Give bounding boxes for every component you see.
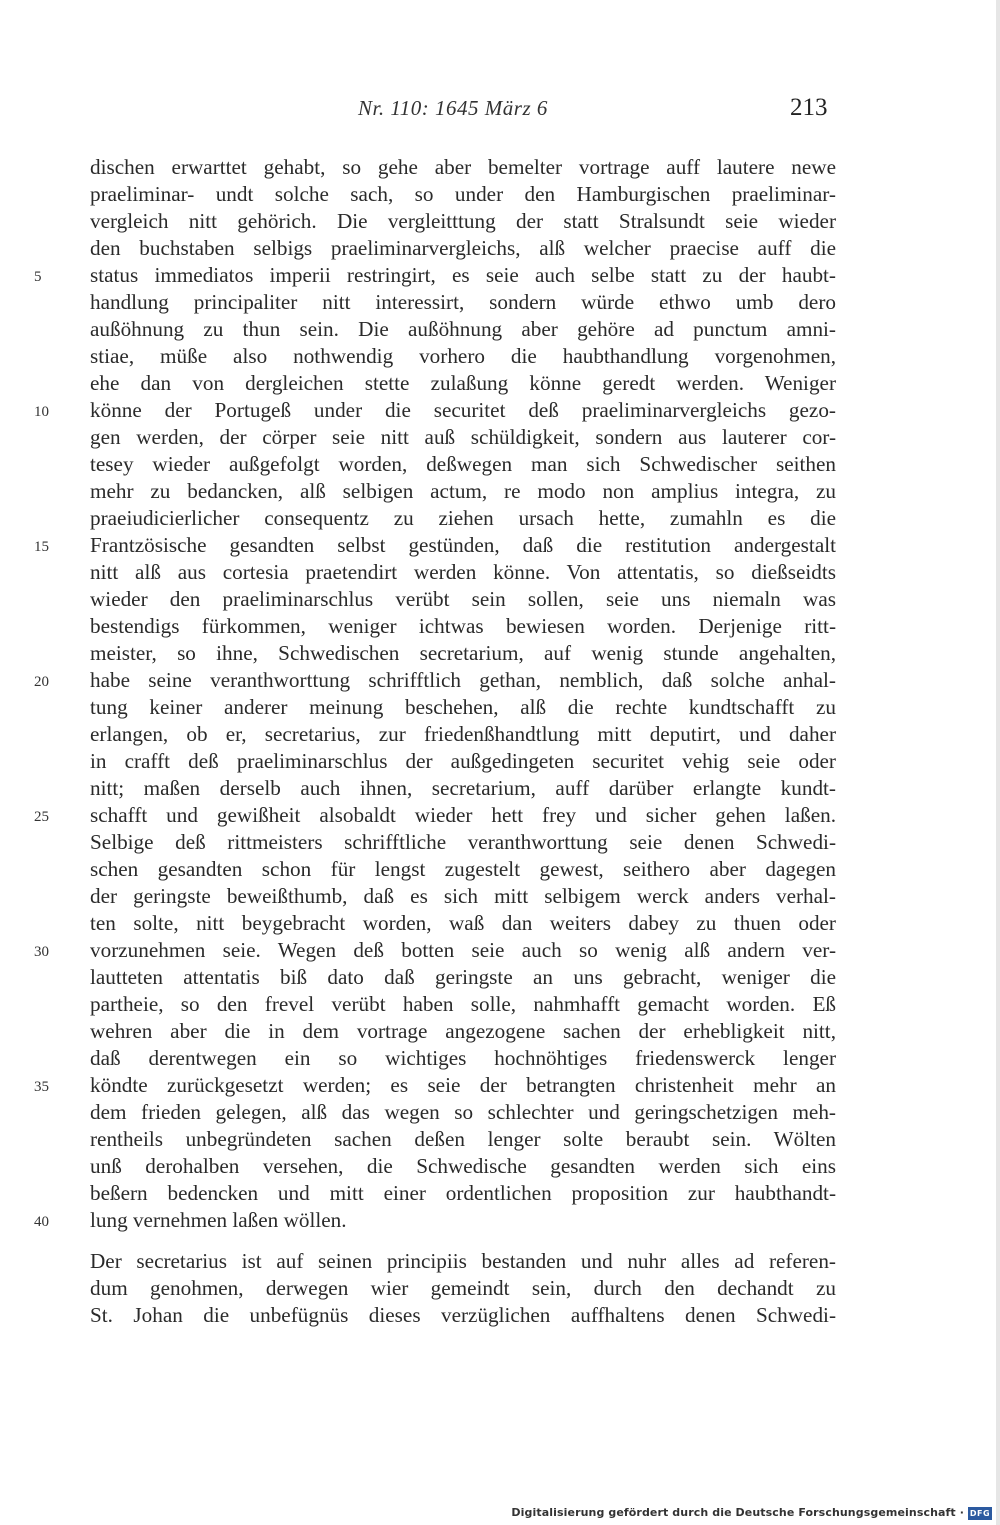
- text-line: [0, 721, 1000, 748]
- text-line: [0, 181, 1000, 208]
- text-line: [0, 235, 1000, 262]
- text-line: [0, 586, 1000, 613]
- line-text: schen gesandten schon für lengst zugestelt gewest, seithero aber dagegen: [90, 857, 836, 881]
- text-line: [0, 262, 1000, 289]
- text-line: [0, 1302, 1000, 1329]
- line-text: mehr zu bedancken, alß selbigen actum, re modo non amplius integra, zu: [90, 479, 836, 503]
- text-line: [0, 883, 1000, 910]
- line-text: der geringste beweißthumb, daß es sich mitt selbigem werck anders verhal-: [90, 884, 836, 908]
- text-line: [0, 1180, 1000, 1207]
- line-text: rentheils unbegründeten sachen deßen lenger solte beraubt sein. Wölten: [90, 1127, 836, 1151]
- line-text: vergleich nitt gehörich. Die vergleitttung der statt Stralsundt seie wieder: [90, 209, 836, 233]
- text-line: [0, 1126, 1000, 1153]
- line-text: in crafft deß praeliminarschlus der außgedingeten securitet vehig seie oder: [90, 749, 836, 773]
- line-text: tesey wieder außgefolgt worden, deßwegen man sich Schwedischer seithen: [90, 452, 836, 476]
- paragraph: [0, 1248, 1000, 1329]
- text-line: [0, 910, 1000, 937]
- text-line: [0, 775, 1000, 802]
- line-text: partheie, so den frevel verübt haben solle, nahmhafft gemacht worden. Eß: [90, 992, 836, 1016]
- line-text: tung keiner anderer meinung beschehen, alß die rechte kundtschafft zu: [90, 695, 836, 719]
- line-text: habe seine veranthworttung schrifftlich gethan, nemblich, daß solche anhal-: [90, 668, 836, 692]
- line-text: schafft und gewißheit alsobaldt wieder hett frey und sicher gehen laßen.: [90, 803, 836, 827]
- text-line: [0, 424, 1000, 451]
- line-text: lautteten attentatis biß dato daß geringste an uns gebracht, weniger die: [90, 965, 836, 989]
- line-number: 10: [34, 404, 49, 420]
- running-title: Nr. 110: 1645 März 6: [358, 96, 548, 120]
- line-number: 40: [34, 1214, 49, 1230]
- text-line: [0, 208, 1000, 235]
- line-text: lung vernehmen laßen wöllen.: [90, 1208, 347, 1232]
- text-line: [0, 316, 1000, 343]
- line-text: daß derentwegen ein so wichtiges hochnöhtiges friedenswerck lenger: [90, 1046, 836, 1070]
- line-text: gen werden, der cörper seie nitt auß schüldigkeit, sondern aus lauterer cor-: [90, 425, 836, 449]
- text-line: [0, 289, 1000, 316]
- line-text: meister, so ihne, Schwedischen secretarium, auf wenig stunde angehalten,: [90, 641, 836, 665]
- dfg-logo: DFG: [969, 1509, 991, 1518]
- text-line: [0, 1072, 1000, 1099]
- running-head: [0, 96, 1000, 126]
- text-line: [0, 802, 1000, 829]
- text-line: [0, 532, 1000, 559]
- text-line: [0, 640, 1000, 667]
- text-line: [0, 991, 1000, 1018]
- text-line: [0, 505, 1000, 532]
- paragraph-gap: [0, 1234, 1000, 1248]
- text-line: [0, 154, 1000, 181]
- text-line: [0, 964, 1000, 991]
- text-line: [0, 478, 1000, 505]
- line-text: beßern bedencken und mitt einer ordentlichen proposition zur haubthandt-: [90, 1181, 836, 1205]
- page-number: 213: [790, 94, 828, 121]
- line-text: Selbige deß rittmeisters schrifftliche veranthworttung seie denen Schwedi-: [90, 830, 836, 854]
- line-text: außöhnung zu thun sein. Die außöhnung aber gehöre ad punctum amni-: [90, 317, 836, 341]
- line-text: vorzunehmen seie. Wegen deß botten seie auch so wenig alß andern ver-: [90, 938, 836, 962]
- line-text: status immediatos imperii restringirt, es seie auch selbe statt zu der haubt-: [90, 263, 836, 287]
- line-text: erlangen, ob er, secretarius, zur friedenßhandtlung mitt deputirt, und daher: [90, 722, 836, 746]
- text-line: [0, 667, 1000, 694]
- line-text: wehren aber die in dem vortrage angezogene sachen der erhebligkeit nitt,: [90, 1019, 836, 1043]
- text-line: [0, 1018, 1000, 1045]
- line-text: Der secretarius ist auf seinen principiis bestanden und nuhr alles ad referen-: [90, 1249, 836, 1273]
- line-text: könne der Portugeß under die securitet deß praeliminarvergleichs gezo-: [90, 398, 836, 422]
- line-number: 20: [34, 674, 49, 690]
- text-line: [0, 559, 1000, 586]
- line-text: köndte zurückgesetzt werden; es seie der betrangten christenheit mehr an: [90, 1073, 836, 1097]
- line-number: 5: [34, 269, 42, 285]
- line-text: Frantzösische gesandten selbst gestünden, daß die restitution andergestalt: [90, 533, 836, 557]
- text-line: [0, 1248, 1000, 1275]
- line-text: dum genohmen, derwegen wier gemeindt sein, durch den dechandt zu: [90, 1276, 836, 1300]
- line-text: den buchstaben selbigs praeliminarvergleichs, alß welcher praecise auff die: [90, 236, 836, 260]
- line-text: nitt; maßen derselb auch ihnen, secretarium, auff darüber erlangte kundt-: [90, 776, 836, 800]
- line-number: 30: [34, 944, 49, 960]
- line-text: praeliminar- undt solche sach, so under den Hamburgischen praeliminar-: [90, 182, 836, 206]
- line-text: unß derohalben versehen, die Schwedische gesandten werden sich eins: [90, 1154, 836, 1178]
- funding-note: Digitalisierung gefördert durch die Deutsche Forschungsgemeinschaft ·: [511, 1506, 964, 1519]
- text-line: [0, 1207, 1000, 1234]
- text-line: [0, 937, 1000, 964]
- text-line: [0, 343, 1000, 370]
- line-text: wieder den praeliminarschlus verübt sein sollen, seie uns niemaln was: [90, 587, 836, 611]
- line-text: stiae, müße also nothwendig vorhero die haubthandlung vorgenohmen,: [90, 344, 836, 368]
- text-line: [0, 748, 1000, 775]
- text-line: [0, 1045, 1000, 1072]
- line-text: ehe dan von dergleichen stette zulaßung könne geredt werden. Weniger: [90, 371, 836, 395]
- line-text: praeiudicierlicher consequentz zu ziehen ursach hette, zumahln es die: [90, 506, 836, 530]
- line-text: dem frieden gelegen, alß das wegen so schlechter und geringschetzigen meh-: [90, 1100, 836, 1124]
- paragraph: [0, 154, 1000, 1234]
- text-line: [0, 1275, 1000, 1302]
- text-line: [0, 613, 1000, 640]
- line-text: nitt alß aus cortesia praetendirt werden könne. Von attentatis, so dießseidts: [90, 560, 836, 584]
- text-line: [0, 1099, 1000, 1126]
- body-text: [0, 154, 1000, 1329]
- text-line: [0, 370, 1000, 397]
- line-number: 35: [34, 1079, 49, 1095]
- text-line: [0, 1153, 1000, 1180]
- line-number: 25: [34, 809, 49, 825]
- text-line: [0, 397, 1000, 424]
- line-text: ten solte, nitt beygebracht worden, waß dan weiters dabey zu thuen oder: [90, 911, 836, 935]
- text-line: [0, 829, 1000, 856]
- line-text: bestendigs fürkommen, weniger ichtwas bewiesen worden. Derjenige ritt-: [90, 614, 836, 638]
- line-text: dischen erwarttet gehabt, so gehe aber bemelter vortrage auff lautere newe: [90, 155, 836, 179]
- text-line: [0, 451, 1000, 478]
- text-line: [0, 856, 1000, 883]
- line-text: St. Johan die unbefügnüs dieses verzüglichen auffhaltens denen Schwedi-: [90, 1303, 836, 1327]
- line-number: 15: [34, 539, 49, 555]
- line-text: handlung principaliter nitt interessirt, sondern würde ethwo umb dero: [90, 290, 836, 314]
- text-line: [0, 694, 1000, 721]
